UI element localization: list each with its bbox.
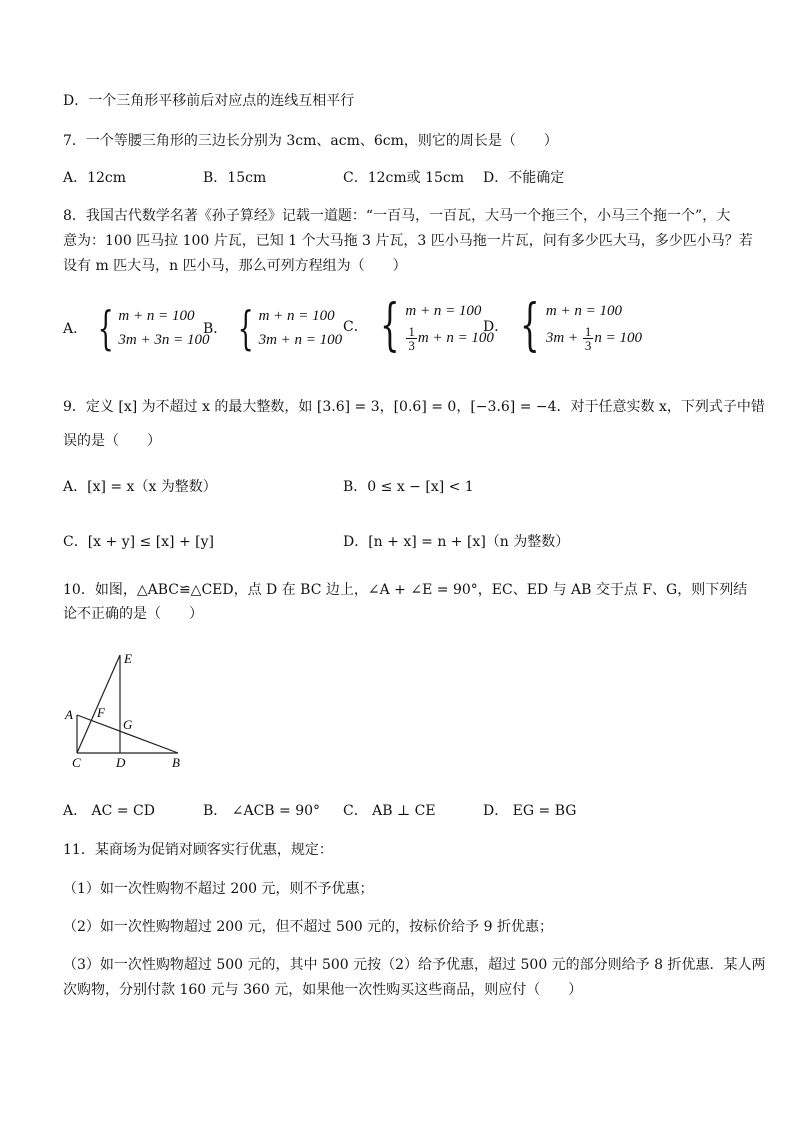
left-brace-icon: { (97, 301, 114, 355)
q8-option-c-eq2-rest: m + n = 100 (417, 330, 494, 346)
q7-stem: 7．一个等腰三角形的三边长分别为 3cm、acm、6cm，则它的周长是（ ） (63, 133, 558, 149)
fraction-numerator: 1 (408, 324, 415, 340)
q8-stem-line-2: 意为：100 匹马拉 100 片瓦，已知 1 个大马拖 3 片瓦，3 匹小马拖一片瓦，问有多少匹大马，多少匹小马？若 (63, 233, 753, 249)
q8-option-c (343, 293, 494, 358)
label-a: A (65, 707, 73, 722)
fraction-denominator: 3 (584, 338, 592, 354)
q8-option-a (63, 301, 210, 355)
q9-stem-line-2: 误的是（ ） (63, 433, 161, 449)
q8-stem-line-3: 设有 m 匹大马，n 匹小马，那么可列方程组为（ ） (63, 258, 407, 274)
label-d: D (116, 755, 126, 770)
q10-stem-line-1: 10．如图，△ABC≌△CED，点 D 在 BC 边上，∠A + ∠E = 90°，EC、ED 与 AB 交于点 F、G，则下列结 (63, 582, 748, 598)
label-b: B (172, 755, 180, 770)
q8-option-b-eq2: 3m + n = 100 (258, 332, 343, 348)
q8-option-c-eq1: m + n = 100 (405, 303, 482, 319)
q8-option-d-eq1: m + n = 100 (545, 303, 622, 319)
q7-option-c: C．12cm或 15cm (343, 170, 465, 186)
fraction-denominator: 3 (408, 338, 415, 354)
q8-option-b-eq1: m + n = 100 (258, 308, 335, 324)
triangle-figure (60, 645, 190, 770)
q8-option-d-eq2-pre: 3m + (545, 330, 582, 346)
q11-stem: 11．某商场为促销对顾客实行优惠，规定： (63, 842, 333, 858)
q8-option-b (203, 301, 343, 355)
q9-option-b: B．0 ≤ x − [x] < 1 (343, 479, 474, 495)
q10-option-b: B． ∠ACB = 90° (203, 803, 321, 819)
q7-option-a: A．12cm (63, 170, 127, 186)
q11-rule-2: （2）如一次性购物超过 200 元，但不超过 500 元的，按标价给予 9 折优惠； (63, 919, 553, 935)
q8-stem-line-1: 8．我国古代数学名著《孙子算经》记载一道题：“一百马，一百瓦，大马一个拖三个，小马三个拖一个”，大 (63, 208, 731, 224)
q10-option-a: A． AC = CD (63, 803, 155, 819)
q8-option-d-label: D． (483, 319, 509, 335)
q8-option-b-label: B． (203, 321, 228, 337)
q11-rule-3-line-1: （3）如一次性购物超过 500 元的，其中 500 元按（2）给予优惠，超过 500 元的部分则给予 8 折优惠．某人两 (63, 957, 766, 973)
left-brace-icon: { (520, 293, 540, 358)
label-c: C (72, 755, 81, 770)
segment-ec (77, 655, 120, 753)
left-brace-icon: { (379, 293, 400, 358)
q8-option-d-eq2 (546, 323, 642, 353)
q6-option-d: D．一个三角形平移前后对应点的连线互相平行 (63, 93, 355, 109)
left-brace-icon: { (237, 301, 254, 355)
q9-option-a: A．[x] = x（x 为整数） (63, 479, 217, 495)
q8-option-c-label: C． (343, 319, 368, 335)
q7-option-b: B．15cm (203, 170, 267, 186)
q8-option-c-eq2 (405, 323, 494, 353)
q8-option-d (483, 293, 642, 358)
fraction-numerator: 1 (584, 324, 592, 340)
fraction (583, 325, 594, 352)
q11-rule-3-line-2: 次购物，分别付款 160 元与 360 元，如果他一次性购买这些商品，则应付（ ） (63, 982, 583, 998)
q9-option-d: D．[n + x] = n + [x]（n 为整数） (343, 534, 570, 550)
q9-stem-line-1: 9．定义 [x] 为不超过 x 的最大整数，如 [3.6] = 3，[0.6] = 0，[−3.6] = −4．对于任意实数 x，下列式子中错 (63, 399, 765, 415)
q8-option-a-eq1: m + n = 100 (118, 308, 195, 324)
q10-option-c: C． AB ⊥ CE (343, 803, 436, 819)
q10-option-d: D． EG = BG (483, 803, 577, 819)
q7-option-d: D．不能确定 (483, 170, 565, 186)
q10-stem-line-2: 论不正确的是（ ） (63, 606, 203, 622)
label-g: G (123, 717, 133, 732)
q8-option-a-eq2: 3m + 3n = 100 (118, 332, 210, 348)
q9-option-c: C．[x + y] ≤ [x] + [y] (63, 534, 214, 550)
label-e: E (124, 651, 132, 666)
q8-option-d-eq2-rest: n = 100 (594, 330, 642, 346)
fraction (406, 325, 417, 352)
label-f: F (97, 705, 105, 720)
q8-option-a-label: A． (63, 321, 88, 337)
q11-rule-1: （1）如一次性购物不超过 200 元，则不予优惠； (63, 881, 374, 897)
